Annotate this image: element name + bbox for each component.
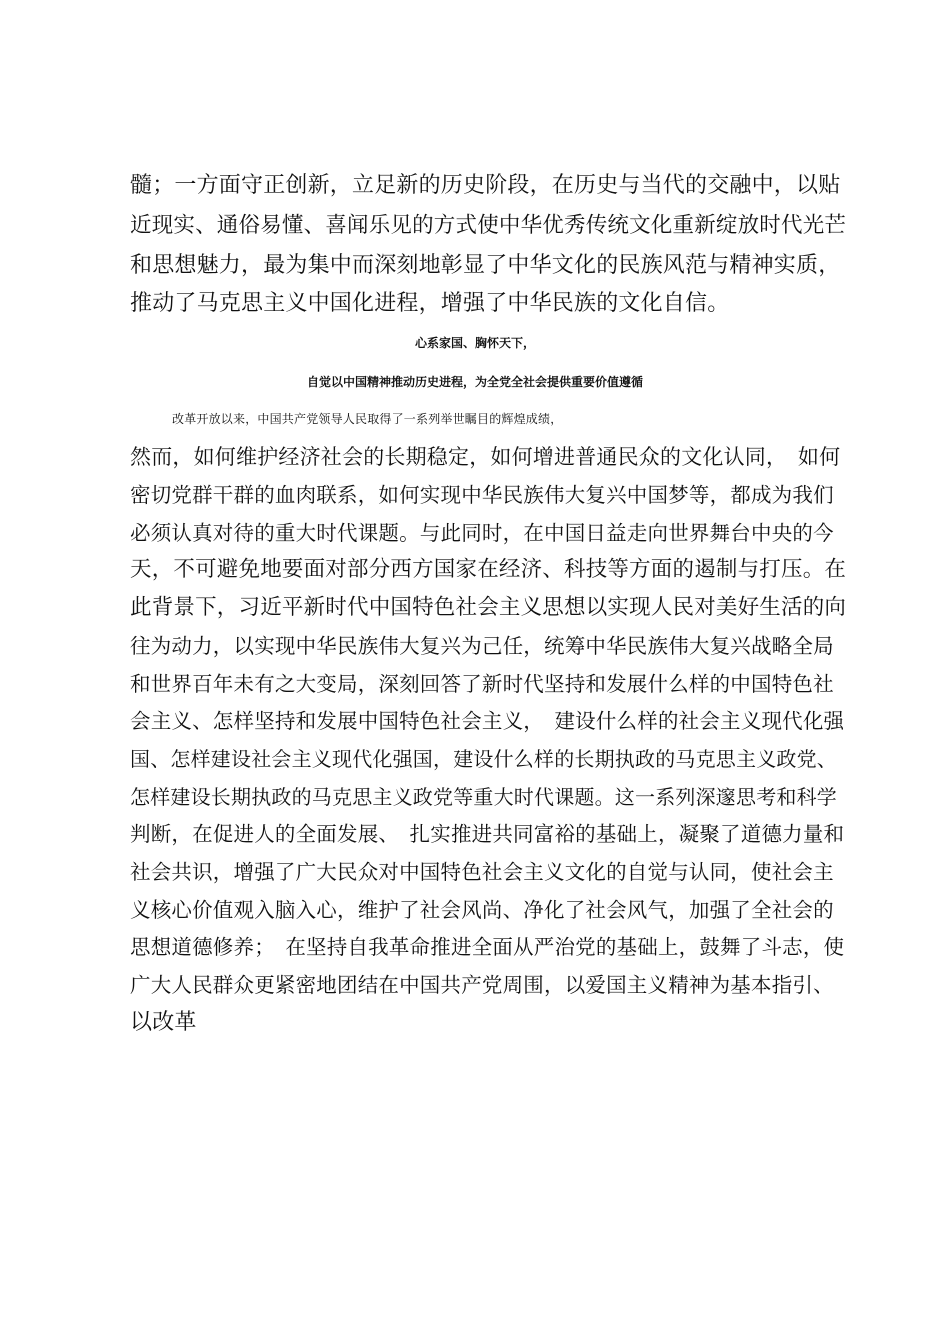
paragraph-line: 会主义、怎样坚持和发展中国特色社会主义， 建设什么样的社会主义现代化强 — [130, 709, 845, 733]
paragraph-line: 思想道德修养； 在坚持自我革命推进全面从严治党的基础上，鼓舞了斗志，使 — [130, 935, 845, 959]
paragraph-line: 此背景下，习近平新时代中国特色社会主义思想以实现人民对美好生活的向 — [130, 595, 847, 620]
paragraph-line: 社会共识，增强了广大民众对中国特色社会主义文化的自觉与认同，使社会主 — [130, 860, 834, 884]
paragraph-line: 和世界百年未有之大变局，深刻回答了新时代坚持和发展什么样的中国特色社 — [130, 672, 834, 696]
section-heading-line-2: 自觉以中国精神推动历史进程，为全党全社会提供重要价值遵循 — [306, 375, 643, 389]
paragraph-line: 近现实、通俗易懂、喜闻乐见的方式使中华优秀传统文化重新绽放时代光芒 — [130, 213, 847, 238]
paragraph-line: 然而，如何维护经济社会的长期稳定，如何增进普通民众的文化认同， 如何 — [130, 445, 841, 469]
paragraph-line: 往为动力，以实现中华民族伟大复兴为己任，统筹中华民族伟大复兴战略全局 — [130, 634, 834, 658]
paragraph-line: 天，不可避免地要面对部分西方国家在经济、科技等方面的遏制与打压。在 — [130, 557, 847, 582]
section-heading-line-1: 心系家国、胸怀天下， — [414, 336, 535, 350]
paragraph-line: 改革开放以来，中国共产党领导人民取得了一系列举世瞩目的辉煌成绩， — [172, 412, 563, 426]
paragraph-line: 义核心价值观入脑入心，维护了社会风尚、净化了社会风气，加强了全社会的 — [130, 898, 834, 922]
paragraph-line: 判断，在促进人的全面发展、 扎实推进共同富裕的基础上，凝聚了道德力量和 — [130, 822, 845, 846]
paragraph-line: 必须认真对待的重大时代课题。与此同时，在中国日益走向世界舞台中央的今 — [130, 521, 834, 545]
paragraph-line: 广大人民群众更紧密地团结在中国共产党周围，以爱国主义精神为基本指引、 — [130, 973, 834, 997]
paragraph-line: 密切党群干群的血肉联系，如何实现中华民族伟大复兴中国梦等，都成为我们 — [130, 483, 834, 507]
paragraph-line: 国、怎样建设社会主义现代化强国，建设什么样的长期执政的马克思主义政党、 — [130, 747, 837, 771]
paragraph-line: 髓；一方面守正创新，立足新的历史阶段，在历史与当代的交融中，以贴 — [130, 173, 841, 198]
paragraph-line: 怎样建设长期执政的马克思主义政党等重大时代课题。这一系列深邃思考和科学 — [130, 785, 837, 809]
paragraph-line: 和思想魅力，最为集中而深刻地彰显了中华文化的民族风范与精神实质， — [130, 253, 841, 278]
paragraph-line: 以改革 — [130, 1010, 197, 1035]
paragraph-line: 推动了马克思主义中国化进程，增强了中华民族的文化自信。 — [130, 291, 730, 316]
